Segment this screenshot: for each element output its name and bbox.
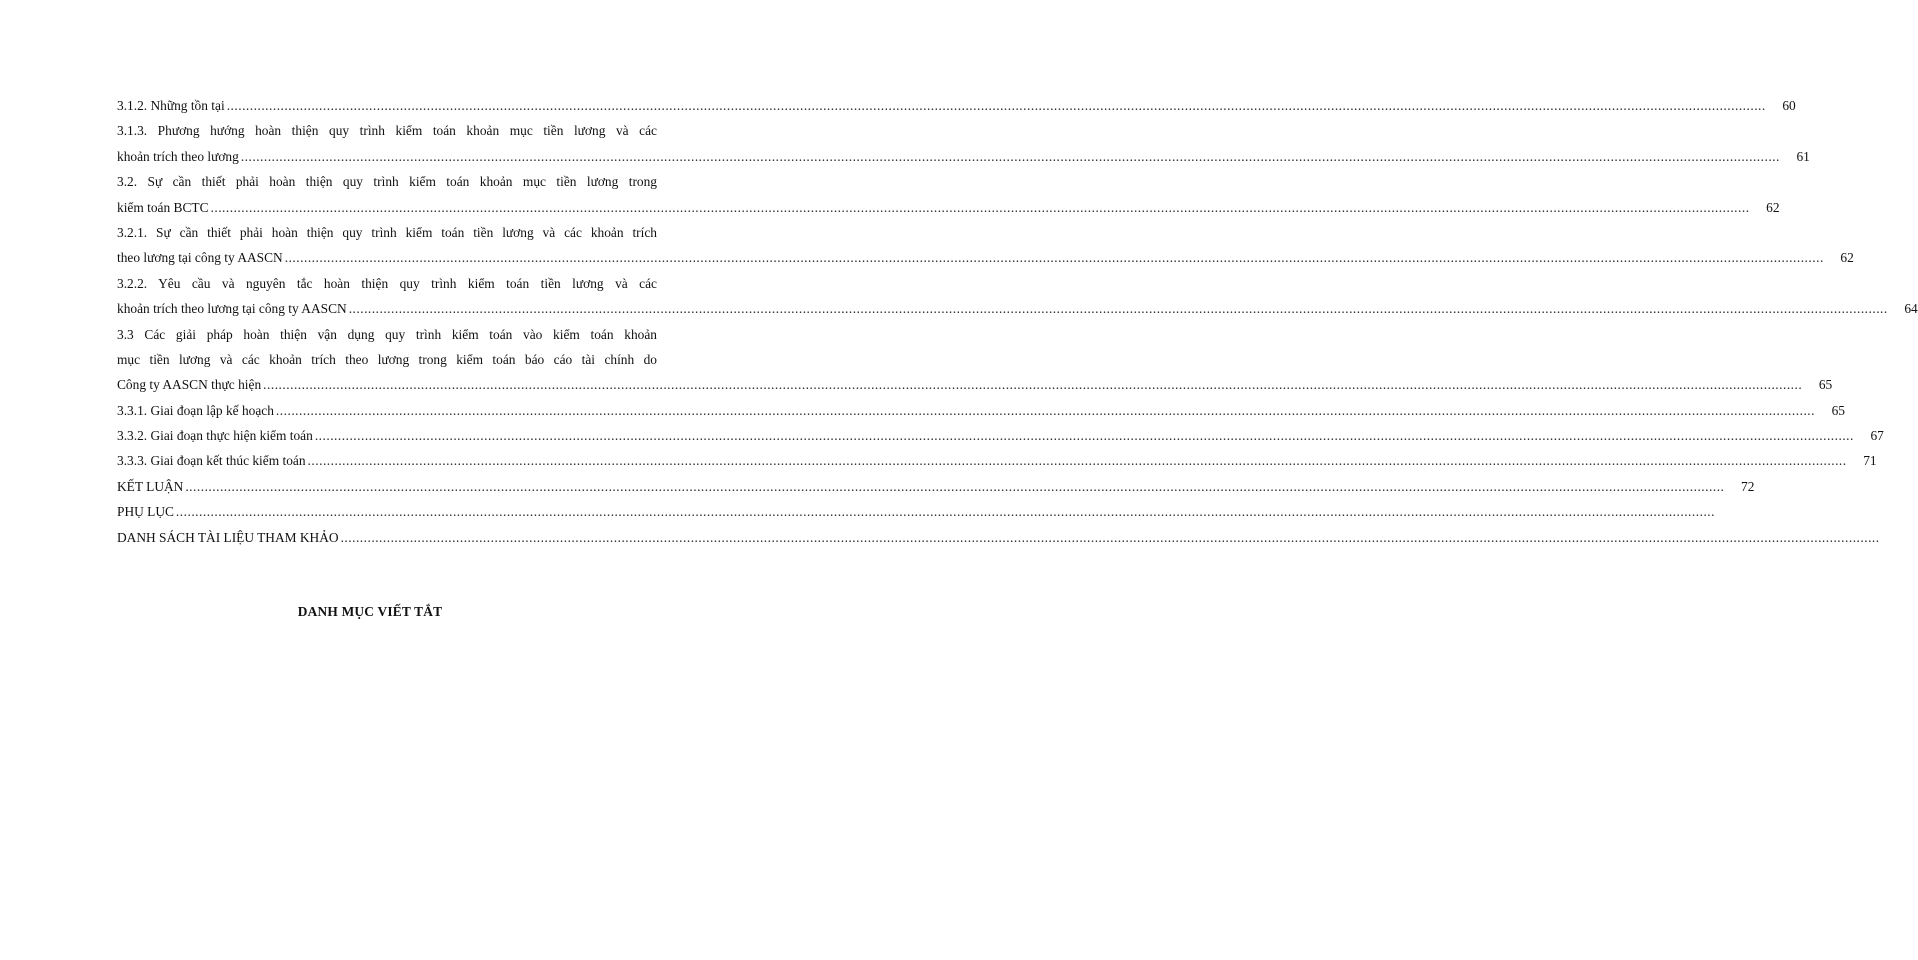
toc-page-number: 65: [1831, 402, 1845, 418]
dot-leader: ................................................................................................................................................................................................................................................................................................................................................................................................................: [175, 504, 1715, 520]
dot-leader: ................................................................................................................................................................................................................................................................................................................................................................................................................: [275, 402, 1815, 418]
toc-page-number: 71: [1863, 453, 1877, 469]
toc-line: [117, 271, 657, 296]
toc-entry-text: 3.1.2. Những tồn tại: [117, 98, 225, 113]
toc-line: [117, 93, 1796, 118]
dot-leader: ................................................................................................................................................................................................................................................................................................................................................................................................................: [185, 478, 1725, 494]
toc-entry-text: PHỤ LỤC: [117, 504, 174, 520]
toc-entry-text: 3.3.1. Giai đoạn lập kế hoạch: [117, 402, 274, 418]
toc-entry-text: Công ty AASCN thực hiện: [117, 377, 262, 393]
toc-entry-text: theo lương tại công ty AASCN: [117, 250, 283, 266]
dot-leader: ................................................................................................................................................................................................................................................................................................................................................................................................................: [314, 428, 1854, 444]
dot-leader: ................................................................................................................................................................................................................................................................................................................................................................................................................: [307, 453, 1847, 469]
toc-page-number: 62: [1766, 199, 1780, 215]
toc-entry-text: 3.2. Sự cần thiết phải hoàn thiện quy trình kiểm toán khoản mục tiền lương trong: [117, 174, 657, 190]
toc-page-number: 64: [1904, 301, 1918, 317]
section-heading: DANH MỤC VIẾT TẮT: [297, 604, 443, 619]
dot-leader: ................................................................................................................................................................................................................................................................................................................................................................................................................: [348, 301, 1888, 317]
toc-entry-text: 3.2.2. Yêu cầu và nguyên tắc hoàn thiện quy trình kiểm toán tiền lương và các: [117, 275, 657, 291]
toc-line: [117, 144, 1810, 169]
toc-entry-text: khoản trích theo lương: [117, 148, 239, 164]
toc-line: [117, 245, 1854, 270]
toc-entry-text: 3.2.1. Sự cần thiết phải hoàn thiện quy trình kiểm toán tiền lương và các khoản trích: [117, 224, 657, 240]
toc-line: [117, 195, 1780, 220]
toc-entry-text: KẾT LUẬN: [117, 478, 184, 494]
toc-line: [117, 169, 657, 194]
toc-page-number: 65: [1818, 377, 1833, 393]
toc-entry-text: 3.1.3. Phương hướng hoàn thiện quy trình kiểm toán khoản mục tiền lương và các: [117, 123, 657, 139]
dot-leader: ................................................................................................................................................................................................................................................................................................................................................................................................................: [340, 529, 1880, 545]
toc-line: [117, 398, 1845, 423]
toc-page-number: 67: [1870, 428, 1884, 444]
toc-line: [117, 525, 1880, 550]
toc-page-number: 60: [1782, 98, 1796, 113]
toc-entry-text: mục tiền lương và các khoản trích theo lương trong kiểm toán báo cáo tài chính do: [117, 351, 657, 367]
dot-leader: ................................................................................................................................................................................................................................................................................................................................................................................................................: [284, 250, 1824, 266]
toc-entry-text: khoản trích theo lương tại công ty AASCN: [117, 301, 347, 317]
toc-entry-text: DANH SÁCH TÀI LIỆU THAM KHẢO: [117, 529, 339, 545]
toc-line: [117, 474, 1755, 499]
toc-entry-text: 3.3.3. Giai đoạn kết thúc kiểm toán: [117, 453, 306, 469]
toc-entry-text: kiểm toán BCTC: [117, 199, 209, 215]
toc-line: [117, 118, 657, 143]
toc-line: [117, 372, 1833, 397]
toc-page-number: 61: [1796, 148, 1810, 164]
toc-line: [117, 499, 1715, 524]
toc-entry-text: 3.3 Các giải pháp hoàn thiện vận dụng quy trình kiểm toán vào kiểm toán khoản: [117, 326, 657, 342]
toc-entry-text: 3.3.2. Giai đoạn thực hiện kiểm toán: [117, 428, 313, 444]
toc-line: [117, 296, 1918, 321]
toc-line: [117, 448, 1877, 473]
toc-line: [117, 322, 657, 347]
toc-line: [117, 423, 1884, 448]
table-of-contents: [117, 93, 1918, 550]
toc-line: [117, 220, 657, 245]
dot-leader: ................................................................................................................................................................................................................................................................................................................................................................................................................: [210, 199, 1750, 215]
toc-line: [117, 347, 657, 372]
dot-leader: ................................................................................................................................................................................................................................................................................................................................................................................................................: [226, 98, 1766, 113]
toc-page-number: 62: [1840, 250, 1854, 266]
toc-page-number: 72: [1741, 478, 1755, 494]
dot-leader: ................................................................................................................................................................................................................................................................................................................................................................................................................: [263, 377, 1803, 393]
dot-leader: ................................................................................................................................................................................................................................................................................................................................................................................................................: [240, 148, 1780, 164]
